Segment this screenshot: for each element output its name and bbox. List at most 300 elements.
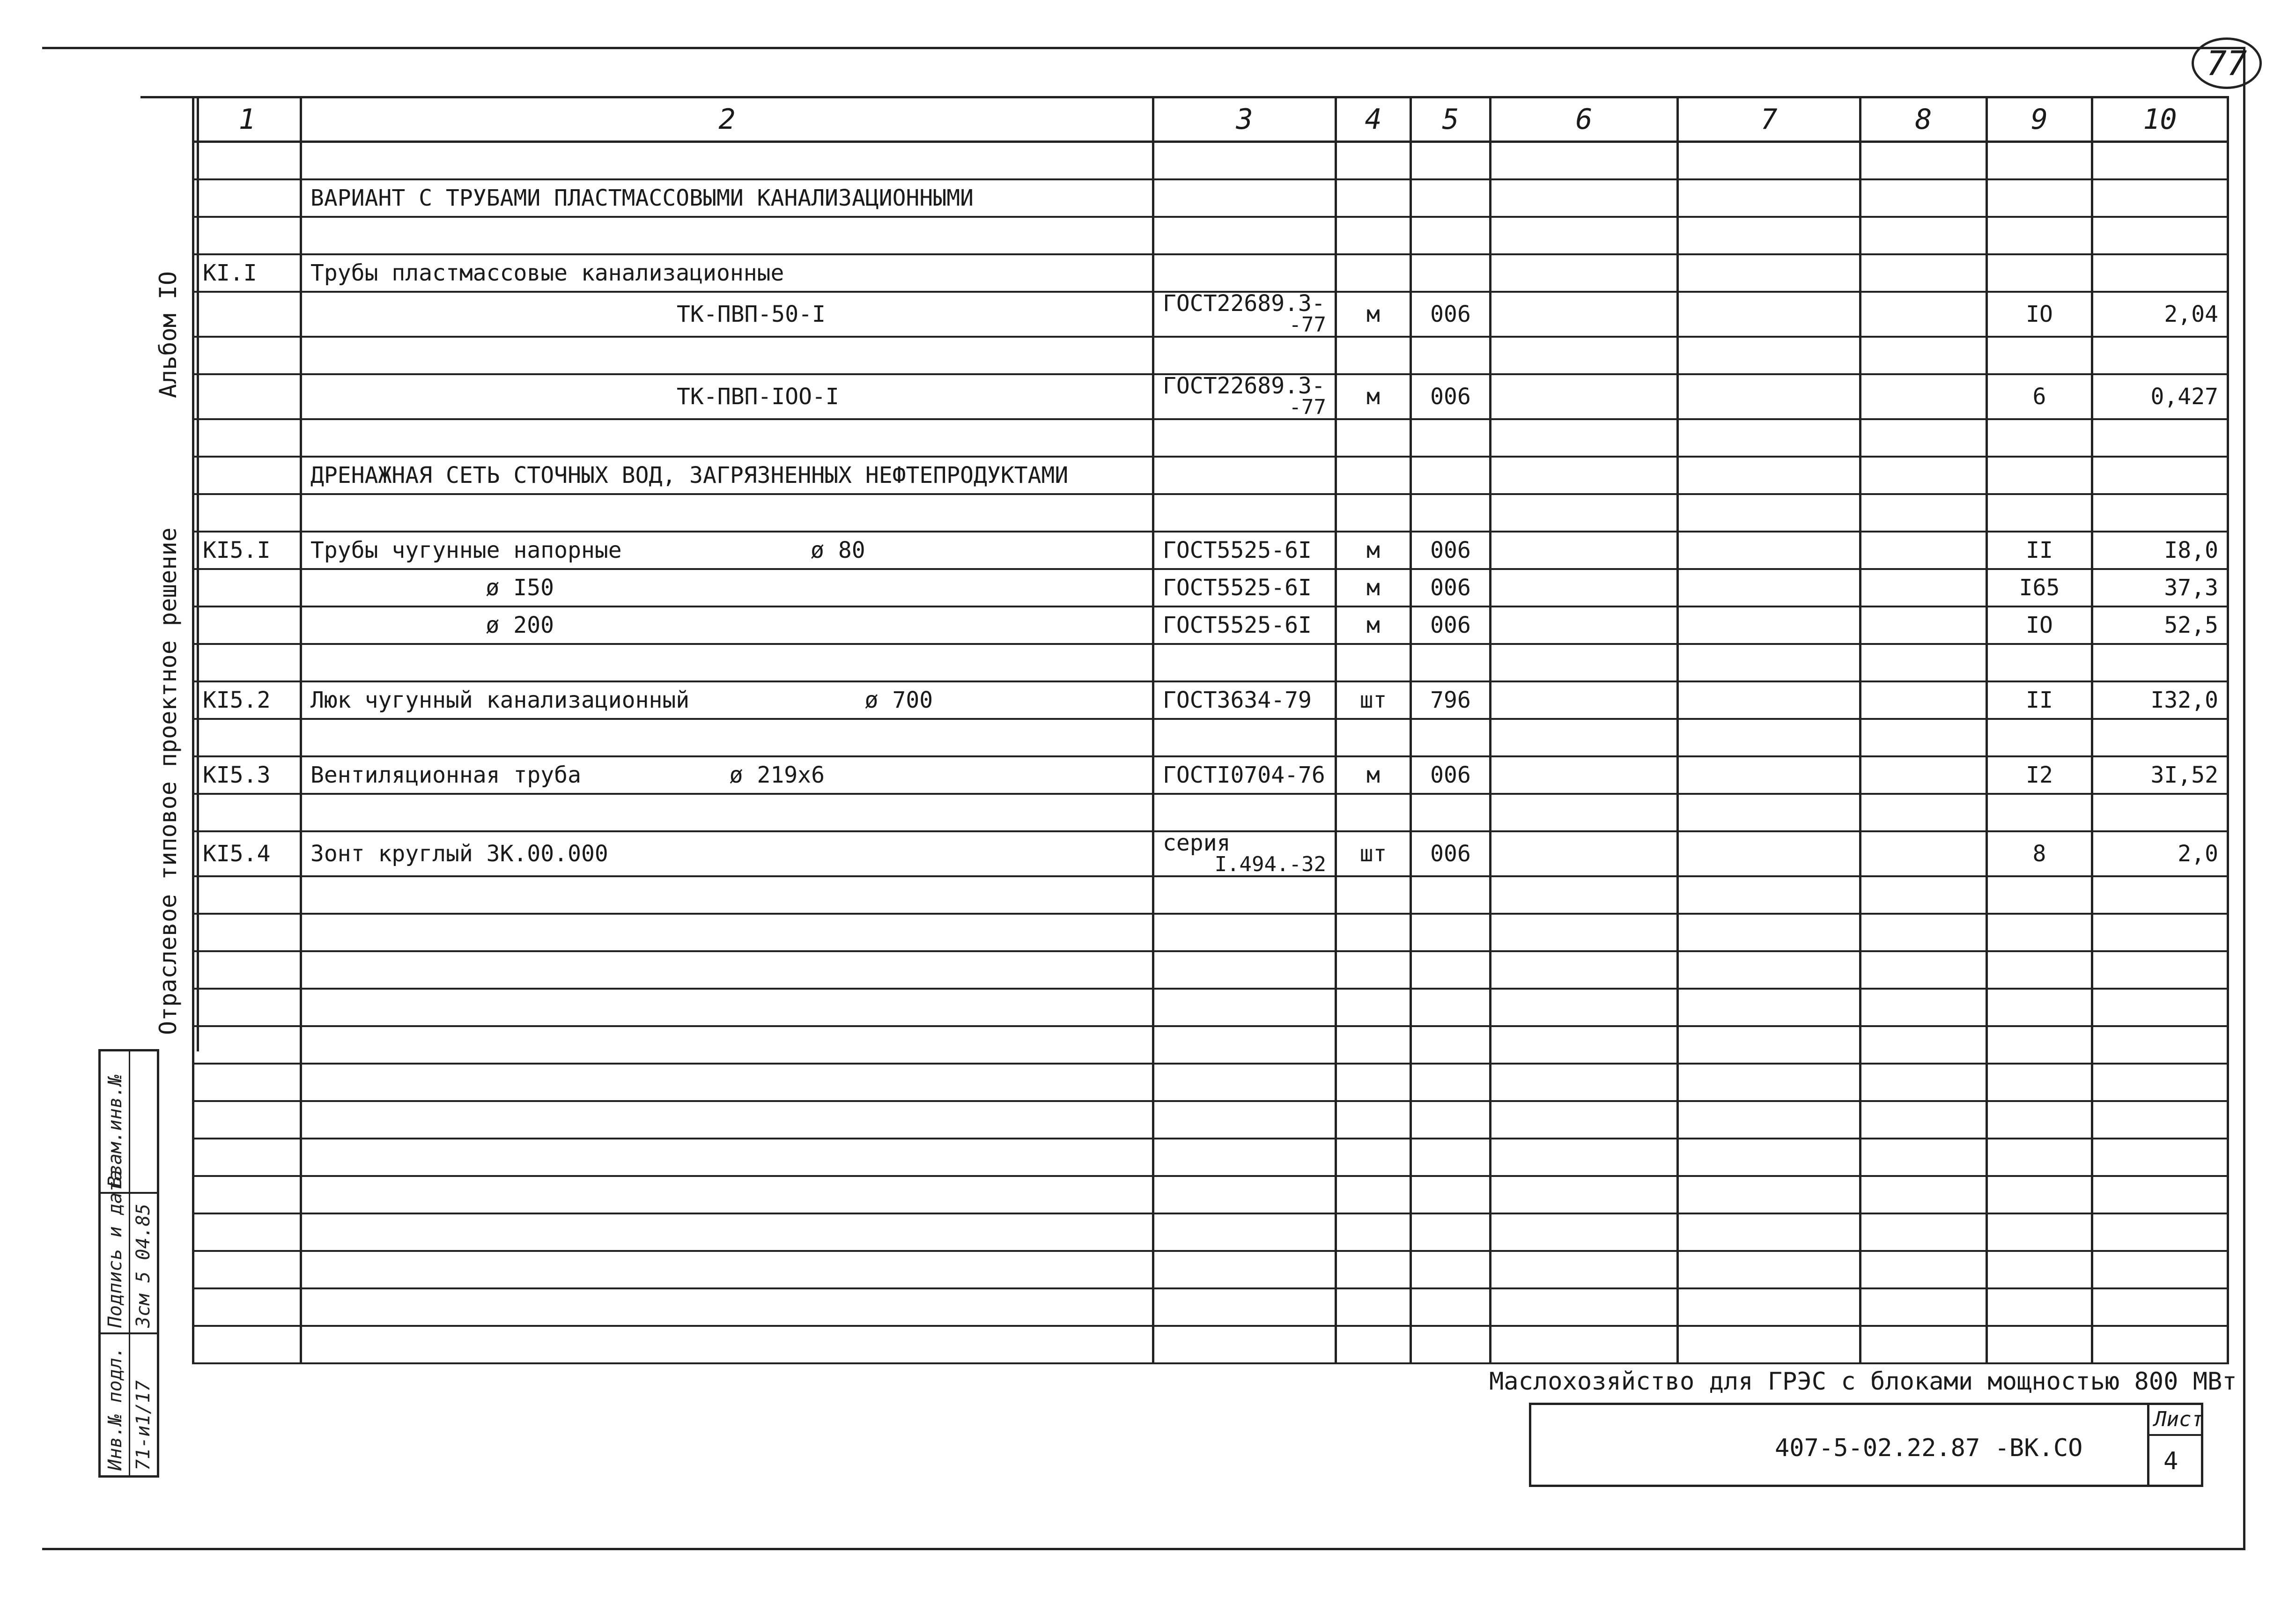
- standard-line-2: I.494.-32: [1214, 852, 1326, 876]
- name-cell: [301, 374, 1153, 419]
- col6-cell: [1491, 831, 1678, 876]
- empty-row: [193, 1026, 2228, 1064]
- col6-cell: [1491, 142, 1678, 180]
- col-header-1: 1: [193, 97, 301, 142]
- standard-cell: [1153, 217, 1336, 254]
- empty-cell: [1336, 1326, 1411, 1363]
- empty-cell: [193, 1326, 301, 1363]
- empty-cell: [1678, 1101, 1860, 1139]
- empty-cell: [1987, 1213, 2092, 1251]
- col8-cell: [1860, 457, 1987, 494]
- empty-cell: [1491, 1101, 1678, 1139]
- position-cell: [193, 419, 301, 457]
- col7-cell: [1678, 569, 1860, 606]
- empty-cell: [2092, 914, 2228, 951]
- table-row: [193, 374, 2228, 419]
- mass-cell: [2092, 179, 2228, 217]
- empty-row: [193, 1326, 2228, 1363]
- name-cell: [301, 794, 1153, 831]
- unit-cell: м: [1336, 569, 1411, 606]
- empty-row: [193, 876, 2228, 914]
- col6-cell: [1491, 337, 1678, 374]
- empty-cell: [2092, 1251, 2228, 1288]
- item-name: ТК-ПВП-50-I: [677, 301, 826, 327]
- diameter-icon: ø: [810, 537, 824, 563]
- empty-cell: [1153, 1026, 1336, 1064]
- name-cell: [301, 569, 1153, 606]
- code-cell: [1411, 419, 1491, 457]
- col6-cell: [1491, 606, 1678, 644]
- mass-cell: [2092, 254, 2228, 292]
- col-header-6: 6: [1491, 97, 1678, 142]
- empty-cell: [1153, 1176, 1336, 1213]
- item-name: Трубы чугунные напорные: [310, 537, 622, 563]
- item-name: ТК-ПВП-IOO-I: [677, 384, 839, 410]
- empty-cell: [1860, 1251, 1987, 1288]
- empty-cell: [301, 1251, 1153, 1288]
- table-row: [193, 831, 2228, 876]
- empty-cell: [1153, 989, 1336, 1026]
- name-cell: [301, 292, 1153, 337]
- empty-cell: [1678, 951, 1860, 989]
- empty-cell: [1987, 1064, 2092, 1101]
- position-cell: [193, 794, 301, 831]
- col7-cell: [1678, 179, 1860, 217]
- empty-cell: [1987, 951, 2092, 989]
- position-cell: KI.I: [193, 254, 301, 292]
- unit-cell: [1336, 217, 1411, 254]
- empty-cell: [193, 1176, 301, 1213]
- empty-cell: [1678, 1213, 1860, 1251]
- empty-cell: [1411, 951, 1491, 989]
- sign-date-label: Подпись и дата: [104, 1169, 126, 1328]
- name-cell: [301, 179, 1153, 217]
- code-cell: [1411, 179, 1491, 217]
- name-cell: [301, 457, 1153, 494]
- position-cell: [193, 719, 301, 756]
- empty-cell: [1411, 1139, 1491, 1176]
- item-name: Трубы пластмассовые канализационные: [310, 260, 784, 286]
- col8-cell: [1860, 644, 1987, 681]
- name-cell: [301, 532, 1153, 569]
- unit-cell: [1336, 794, 1411, 831]
- standard-cell: [1153, 532, 1336, 569]
- unit-cell: м: [1336, 756, 1411, 794]
- col8-cell: [1860, 419, 1987, 457]
- empty-row: [193, 1101, 2228, 1139]
- col8-cell: [1860, 719, 1987, 756]
- empty-cell: [1336, 1288, 1411, 1326]
- empty-row: [193, 1213, 2228, 1251]
- col7-cell: [1678, 681, 1860, 719]
- table-row: [193, 217, 2228, 254]
- empty-cell: [1987, 1101, 2092, 1139]
- diameter: [581, 762, 825, 788]
- sheet-label: Лист: [2154, 1407, 2204, 1431]
- standard-line-2: -77: [1289, 395, 1326, 419]
- name-cell: [301, 831, 1153, 876]
- col8-cell: [1860, 254, 1987, 292]
- sheet-cell: [2147, 1405, 2204, 1485]
- empty-cell: [1678, 1064, 1860, 1101]
- col7-cell: [1678, 532, 1860, 569]
- item-name: Люк чугунный канализационный: [310, 687, 690, 713]
- empty-cell: [193, 1101, 301, 1139]
- empty-cell: [1860, 876, 1987, 914]
- mass-cell: [2092, 217, 2228, 254]
- empty-cell: [1336, 1101, 1411, 1139]
- standard-line-1: ГОСТ22689.3-: [1163, 292, 1325, 317]
- col7-cell: [1678, 142, 1860, 180]
- qty-cell: II: [1987, 532, 2092, 569]
- empty-cell: [1860, 1026, 1987, 1064]
- position-cell: [193, 179, 301, 217]
- empty-cell: [1491, 1288, 1678, 1326]
- col6-cell: [1491, 374, 1678, 419]
- code-cell: 006: [1411, 831, 1491, 876]
- standard-cell: [1153, 831, 1336, 876]
- position-cell: [193, 569, 301, 606]
- col7-cell: [1678, 719, 1860, 756]
- empty-cell: [193, 876, 301, 914]
- approval-stamp: [98, 1049, 159, 1478]
- empty-row: [193, 989, 2228, 1026]
- col6-cell: [1491, 644, 1678, 681]
- qty-cell: [1987, 719, 2092, 756]
- position-cell: [193, 494, 301, 532]
- code-cell: 006: [1411, 569, 1491, 606]
- unit-cell: [1336, 142, 1411, 180]
- empty-cell: [301, 1213, 1153, 1251]
- sign-date-value: Зсм 5 04.85: [133, 1204, 154, 1328]
- name-cell: [301, 681, 1153, 719]
- empty-cell: [2092, 1139, 2228, 1176]
- empty-cell: [301, 1064, 1153, 1101]
- empty-cell: [1491, 1064, 1678, 1101]
- empty-cell: [1860, 914, 1987, 951]
- table-row: [193, 532, 2228, 569]
- item-name: ДРЕНАЖНАЯ СЕТЬ СТОЧНЫХ ВОД, ЗАГРЯЗНЕННЫХ НЕФТЕПРОДУКТАМИ: [310, 462, 1069, 488]
- name-cell: [301, 217, 1153, 254]
- empty-row: [193, 1288, 2228, 1326]
- col-header-10: 10: [2092, 97, 2228, 142]
- standard-cell: [1153, 756, 1336, 794]
- name-cell: [301, 337, 1153, 374]
- empty-cell: [1336, 1064, 1411, 1101]
- empty-cell: [1411, 1176, 1491, 1213]
- mass-cell: 37,3: [2092, 569, 2228, 606]
- position-cell: [193, 644, 301, 681]
- col8-cell: [1860, 569, 1987, 606]
- diameter-value: 219x6: [757, 762, 825, 788]
- qty-cell: [1987, 457, 2092, 494]
- empty-cell: [1987, 876, 2092, 914]
- col-header-4: 4: [1336, 97, 1411, 142]
- empty-cell: [193, 914, 301, 951]
- diameter-icon: ø: [486, 612, 500, 638]
- standard-cell: [1153, 457, 1336, 494]
- qty-cell: IO: [1987, 606, 2092, 644]
- table-row: [193, 494, 2228, 532]
- empty-cell: [1153, 1064, 1336, 1101]
- col-header-9: 9: [1987, 97, 2092, 142]
- specification-body: [193, 97, 2228, 1364]
- standard-cell: [1153, 142, 1336, 180]
- standard-line-1: серия: [1163, 831, 1231, 856]
- album-label: Альбом IO: [155, 271, 182, 398]
- page-number: 77: [2192, 37, 2262, 89]
- empty-cell: [1678, 876, 1860, 914]
- empty-cell: [1153, 1326, 1336, 1363]
- empty-cell: [1336, 1139, 1411, 1176]
- table-row: [193, 419, 2228, 457]
- empty-cell: [2092, 1026, 2228, 1064]
- col7-cell: [1678, 644, 1860, 681]
- empty-cell: [301, 1139, 1153, 1176]
- mass-cell: 3I,52: [2092, 756, 2228, 794]
- mass-cell: [2092, 794, 2228, 831]
- table-row: [193, 337, 2228, 374]
- col-header-2: 2: [301, 97, 1153, 142]
- col8-cell: [1860, 606, 1987, 644]
- table-row: [193, 142, 2228, 180]
- empty-cell: [1860, 1139, 1987, 1176]
- empty-cell: [301, 1288, 1153, 1326]
- empty-cell: [1860, 1101, 1987, 1139]
- code-cell: [1411, 494, 1491, 532]
- code-cell: [1411, 457, 1491, 494]
- empty-cell: [1336, 914, 1411, 951]
- mass-cell: I8,0: [2092, 532, 2228, 569]
- mass-cell: [2092, 419, 2228, 457]
- stamp-divider: [101, 1332, 157, 1334]
- empty-cell: [2092, 1326, 2228, 1363]
- empty-cell: [1491, 1176, 1678, 1213]
- empty-cell: [1336, 989, 1411, 1026]
- empty-cell: [1860, 1288, 1987, 1326]
- sheet-divider: [2149, 1434, 2201, 1436]
- col6-cell: [1491, 179, 1678, 217]
- empty-cell: [1678, 1251, 1860, 1288]
- empty-cell: [1153, 951, 1336, 989]
- position-cell: [193, 337, 301, 374]
- diameter: [622, 537, 865, 563]
- col7-cell: [1678, 831, 1860, 876]
- standard-cell: [1153, 494, 1336, 532]
- empty-cell: [301, 914, 1153, 951]
- empty-cell: [2092, 1213, 2228, 1251]
- standard-line-2: -77: [1289, 313, 1326, 337]
- position-cell: [193, 457, 301, 494]
- table-row: [193, 457, 2228, 494]
- col-header-5: 5: [1411, 97, 1491, 142]
- solution-label: Отраслевое типовое проектное решение: [155, 527, 182, 1035]
- empty-cell: [1678, 1326, 1860, 1363]
- empty-cell: [1491, 1326, 1678, 1363]
- empty-cell: [2092, 1101, 2228, 1139]
- standard-cell: [1153, 644, 1336, 681]
- col7-cell: [1678, 756, 1860, 794]
- inv-no-value: 71-и1/17: [133, 1380, 154, 1471]
- empty-cell: [1678, 1026, 1860, 1064]
- col8-cell: [1860, 794, 1987, 831]
- empty-cell: [301, 1101, 1153, 1139]
- standard-cell: [1153, 337, 1336, 374]
- empty-cell: [1411, 1326, 1491, 1363]
- empty-cell: [2092, 1064, 2228, 1101]
- empty-cell: [1987, 1026, 2092, 1064]
- position-cell: [193, 292, 301, 337]
- empty-cell: [193, 1251, 301, 1288]
- empty-cell: [2092, 1288, 2228, 1326]
- col8-cell: [1860, 494, 1987, 532]
- inv-no-label: Инв.№ подл.: [104, 1346, 126, 1471]
- col6-cell: [1491, 457, 1678, 494]
- empty-cell: [1987, 989, 2092, 1026]
- standard-line-1: ГОСТ5525-6I: [1163, 537, 1312, 563]
- empty-cell: [1153, 1139, 1336, 1176]
- name-cell: [301, 254, 1153, 292]
- empty-cell: [1491, 1026, 1678, 1064]
- empty-cell: [1336, 876, 1411, 914]
- empty-cell: [1411, 989, 1491, 1026]
- col8-cell: [1860, 142, 1987, 180]
- position-cell: KI5.I: [193, 532, 301, 569]
- qty-cell: [1987, 217, 2092, 254]
- code-cell: 006: [1411, 606, 1491, 644]
- mass-cell: 2,04: [2092, 292, 2228, 337]
- empty-cell: [301, 876, 1153, 914]
- empty-cell: [1411, 876, 1491, 914]
- position-cell: KI5.4: [193, 831, 301, 876]
- mass-cell: [2092, 494, 2228, 532]
- unit-cell: [1336, 719, 1411, 756]
- col7-cell: [1678, 254, 1860, 292]
- empty-cell: [301, 951, 1153, 989]
- empty-cell: [1411, 914, 1491, 951]
- col7-cell: [1678, 457, 1860, 494]
- diameter-value: 700: [892, 687, 933, 713]
- mass-cell: 52,5: [2092, 606, 2228, 644]
- empty-cell: [1411, 1251, 1491, 1288]
- empty-cell: [1860, 1176, 1987, 1213]
- unit-cell: [1336, 337, 1411, 374]
- empty-cell: [301, 1026, 1153, 1064]
- empty-cell: [1860, 1064, 1987, 1101]
- standard-cell: [1153, 374, 1336, 419]
- standard-cell: [1153, 292, 1336, 337]
- empty-cell: [193, 989, 301, 1026]
- empty-cell: [1860, 1326, 1987, 1363]
- unit-cell: шт: [1336, 681, 1411, 719]
- col6-cell: [1491, 569, 1678, 606]
- standard-cell: [1153, 719, 1336, 756]
- standard-cell: [1153, 794, 1336, 831]
- standard-cell: [1153, 254, 1336, 292]
- code-cell: [1411, 217, 1491, 254]
- qty-cell: [1987, 494, 2092, 532]
- mass-cell: [2092, 337, 2228, 374]
- col8-cell: [1860, 337, 1987, 374]
- empty-cell: [1411, 1101, 1491, 1139]
- position-cell: KI5.3: [193, 756, 301, 794]
- empty-cell: [193, 1026, 301, 1064]
- unit-cell: м: [1336, 374, 1411, 419]
- unit-cell: шт: [1336, 831, 1411, 876]
- empty-cell: [2092, 989, 2228, 1026]
- table-row: [193, 644, 2228, 681]
- empty-row: [193, 1139, 2228, 1176]
- empty-cell: [1491, 876, 1678, 914]
- position-cell: [193, 606, 301, 644]
- position-cell: [193, 142, 301, 180]
- empty-cell: [1678, 1139, 1860, 1176]
- col-header-7: 7: [1678, 97, 1860, 142]
- diameter-icon: ø: [864, 687, 879, 713]
- col8-cell: [1860, 756, 1987, 794]
- table-row: [193, 254, 2228, 292]
- empty-cell: [1491, 1139, 1678, 1176]
- standard-cell: [1153, 179, 1336, 217]
- empty-cell: [193, 1288, 301, 1326]
- code-cell: 006: [1411, 532, 1491, 569]
- empty-cell: [1678, 989, 1860, 1026]
- code-cell: [1411, 142, 1491, 180]
- col6-cell: [1491, 532, 1678, 569]
- sheet-number: 4: [2163, 1447, 2178, 1475]
- code-cell: 006: [1411, 292, 1491, 337]
- empty-row: [193, 1251, 2228, 1288]
- qty-cell: 6: [1987, 374, 2092, 419]
- table-row: [193, 719, 2228, 756]
- col6-cell: [1491, 794, 1678, 831]
- mass-cell: 2,0: [2092, 831, 2228, 876]
- col8-cell: [1860, 217, 1987, 254]
- header-row: [193, 97, 2228, 142]
- empty-cell: [1491, 1251, 1678, 1288]
- empty-cell: [2092, 951, 2228, 989]
- position-cell: [193, 217, 301, 254]
- empty-cell: [1987, 1176, 2092, 1213]
- unit-cell: м: [1336, 292, 1411, 337]
- empty-cell: [1860, 989, 1987, 1026]
- empty-row: [193, 1064, 2228, 1101]
- empty-cell: [1153, 1251, 1336, 1288]
- empty-cell: [1491, 914, 1678, 951]
- empty-cell: [1153, 1101, 1336, 1139]
- col8-cell: [1860, 374, 1987, 419]
- empty-cell: [193, 1139, 301, 1176]
- empty-cell: [301, 989, 1153, 1026]
- empty-cell: [1987, 1326, 2092, 1363]
- empty-row: [193, 951, 2228, 989]
- empty-cell: [1336, 951, 1411, 989]
- qty-cell: [1987, 179, 2092, 217]
- standard-line-1: ГОСТ22689.3-: [1163, 374, 1325, 399]
- name-cell: [301, 719, 1153, 756]
- unit-cell: [1336, 179, 1411, 217]
- diameter-value: I50: [513, 575, 554, 601]
- col6-cell: [1491, 494, 1678, 532]
- diameter-icon: ø: [729, 762, 743, 788]
- mass-cell: [2092, 644, 2228, 681]
- diameter-value: 200: [513, 612, 554, 638]
- unit-cell: м: [1336, 532, 1411, 569]
- col6-cell: [1491, 254, 1678, 292]
- table-row: [193, 794, 2228, 831]
- empty-cell: [1860, 951, 1987, 989]
- replace-inv-label: Взам.инв.№: [104, 1074, 126, 1187]
